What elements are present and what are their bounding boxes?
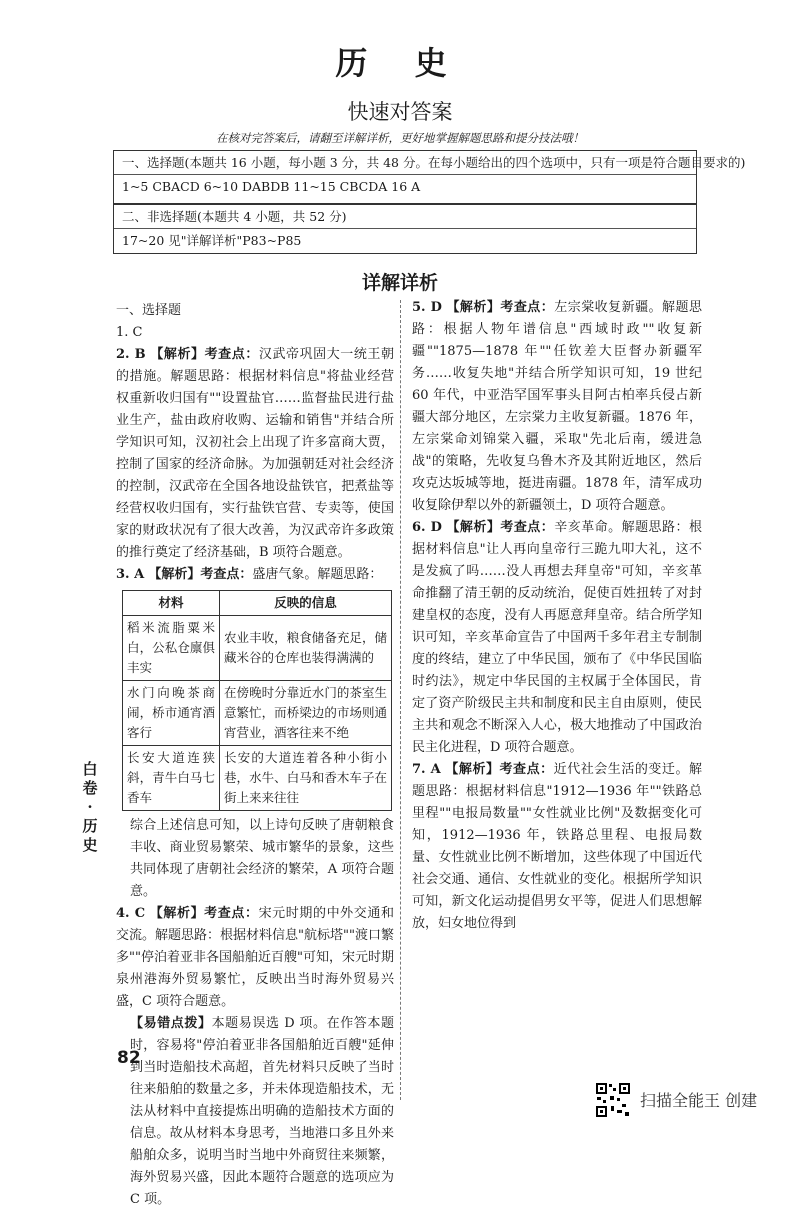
table-header-row	[123, 591, 392, 616]
q6-number: 6. D	[412, 520, 442, 535]
detail-title: 详解详析	[361, 272, 438, 294]
table-cell: 在傍晚时分靠近水门的茶室生意繁忙，而桥梁边的市场则通宵营业，酒客往来不绝	[220, 681, 392, 746]
page-title: 历 史	[335, 44, 465, 82]
answer-q2	[116, 344, 394, 564]
table-row	[123, 616, 392, 681]
q4-trap	[116, 1013, 394, 1211]
q2-text: 汉武帝巩固大一统王朝的措施。解题思路：根据材料信息"将盐业经营权重新收归国有""设置盐官……监督盐民进行盐业生产，盐由政府收购、运输和销售"并结合所学知识可知，汉初社会上出现了许多富商大贾，控制了国家的经济命脉。为加强朝廷对社会经济的控制，汉武帝在全国各地设盐铁官，把煮盐等经营权收归国有，实行盐铁官营、专卖等，使国家的财政状况有了很大改善，为汉武帝许多政策的推行奠定了经济基础，B 项符合题意。	[116, 347, 394, 560]
answer-box-choice	[113, 150, 746, 204]
side-label: 白卷·历史	[82, 760, 98, 854]
right-column	[412, 297, 702, 935]
tip-text: 在核对完答案后，请翻至详解详析，更好地掌握解题思路和提分技法哦！	[216, 131, 584, 145]
answer-q3	[116, 564, 394, 586]
q2-number: 2. B	[116, 347, 146, 362]
table-cell: 长安的大道连着各种小街小巷，水牛、白马和香木车子在街上来来往往	[220, 746, 392, 811]
q4-trap-text: 本题易误选 D 项。在作答本题时，容易将"停泊着亚非各国船舶近百艘"延伸到当时造船技术高超，首先材料只反映了当时往来船舶的数量之多，并未体现造船技术，无法从材料中直接提炼出明确的造船技术方面的信息。故从材料本身思考，当地港口多且外来船舶众多，说明当时当地中外商贸往来频繁，海外贸易兴盛，因此本题符合题意的选项应为 C 项。	[130, 1016, 394, 1207]
table-header-material: 材料	[123, 591, 220, 616]
table-row	[123, 746, 392, 811]
table-cell: 水门向晚茶商闹，桥市通宵酒客行	[123, 681, 220, 746]
section-heading: 一、选择题	[116, 303, 182, 318]
answer-q1: 1. C	[116, 325, 143, 340]
material-table	[122, 590, 392, 811]
q4-trap-tag: 【易错点拨】	[130, 1016, 212, 1031]
answer-q6	[412, 517, 702, 759]
q3-tag: 【解析】考查点：	[148, 567, 253, 582]
table-header-info: 反映的信息	[220, 591, 392, 616]
column-divider	[400, 300, 401, 1100]
q4-tag: 【解析】考查点：	[149, 906, 259, 921]
q6-tag: 【解析】考查点：	[446, 520, 555, 535]
q3-text: 盛唐气象。解题思路：	[252, 567, 383, 582]
q7-tag: 【解析】考查点：	[445, 762, 554, 777]
answer-key-heading: 快速对答案	[347, 100, 453, 124]
table-cell: 农业丰收，粮食储备充足，储藏米谷的仓库也装得满满的	[220, 616, 392, 681]
q4-text: 宋元时期的中外交通和交流。解题思路：根据材料信息"航标塔""渡口繁多""停泊着亚非各国船舶近百艘"可知，宋元时期泉州港海外贸易繁忙，反映出当时海外贸易兴盛，C 项符合题意。	[116, 906, 394, 1009]
answer-q5	[412, 297, 702, 517]
q6-text: 辛亥革命。解题思路：根据材料信息"让人再向皇帝行三跪九叩大礼，这不是发疯了吗……没人再想去拜皇帝"可知，辛亥革命推翻了清王朝的反动统治，促使百姓扭转了对封建皇权的态度，没有人再愿意拜皇帝。结合所学知识可知，辛亥革命宣告了中国两千多年君主专制制度的终结，建立了中华民国，颁布了《中华民国临时约法》，规定中华民国的主权属于全体国民，肯定了资产阶级民主共和制度和民主自由原则，使民主共和观念不断深入人心，极大地推动了中国政治民主化进程，D 项符合题意。	[412, 520, 702, 755]
q3-number: 3. A	[116, 567, 145, 582]
q7-number: 7. A	[412, 762, 441, 777]
choice-header: 一、选择题(本题共 16 小题，每小题 3 分，共 48 分。在每小题给出的四个选项中，只有一项是符合题目要求的)	[114, 151, 696, 175]
answer-q7	[412, 759, 702, 935]
answer-q4	[116, 903, 394, 1013]
q3-conclusion: 综合上述信息可知，以上诗句反映了唐朝粮食丰收、商业贸易繁荣、城市繁华的景象，这些共同体现了唐朝社会经济的繁荣，A 项符合题意。	[130, 818, 394, 899]
qr-code-icon	[595, 1082, 631, 1118]
q5-tag: 【解析】考查点：	[446, 300, 555, 315]
table-cell: 稻米流脂粟米白，公私仓廪俱丰实	[123, 616, 220, 681]
nonchoice-header: 二、非选择题(本题共 4 小题，共 52 分)	[114, 205, 696, 229]
q5-text: 左宗棠收复新疆。解题思路：根据人物年谱信息"西域时政""收复新疆""1875—1878 年""任钦差大臣督办新疆军务……收复失地"并结合所学知识可知，19 世纪 60 年代，中亚浩罕国军事头目阿古柏率兵侵占新疆大部分地区，左宗棠力主收复新疆。1876 年，左宗棠命刘锦棠入疆，采取"先北后南，缓进急战"的策略，先收复乌鲁木齐及其附近地区，然后攻克达坂城等地，挺进南疆。1878 年，清军成功收复除伊犁以外的新疆领土，D 项符合题意。	[412, 300, 702, 513]
q4-number: 4. C	[116, 906, 146, 921]
q7-text: 近代社会生活的变迁。解题思路：根据材料信息"1912—1936 年""铁路总里程""电报局数量""女性就业比例"及数据变化可知，1912—1936 年，铁路总里程、电报局数量、女性就业比例不断增加，这些体现了中国近代社会交通、通信、女性就业的变化。根据所学知识可知，新文化运动提倡男女平等，促进人们思想解放，妇女地位得到	[412, 762, 702, 931]
q5-number: 5. D	[412, 300, 442, 315]
table-row	[123, 681, 392, 746]
left-column	[116, 300, 394, 1211]
choice-answers: 1~5 CBACD 6~10 DABDB 11~15 CBCDA 16 A	[122, 179, 421, 194]
answer-box-nonchoice	[113, 204, 697, 254]
nonchoice-answers: 17~20 见"详解详析"P83~P85	[122, 233, 302, 248]
table-cell: 长安大道连狭斜，青牛白马七香车	[123, 746, 220, 811]
watermark: 扫描全能王 创建	[640, 1091, 758, 1110]
page-number: 82	[117, 1048, 141, 1068]
q2-tag: 【解析】考查点：	[150, 347, 259, 362]
